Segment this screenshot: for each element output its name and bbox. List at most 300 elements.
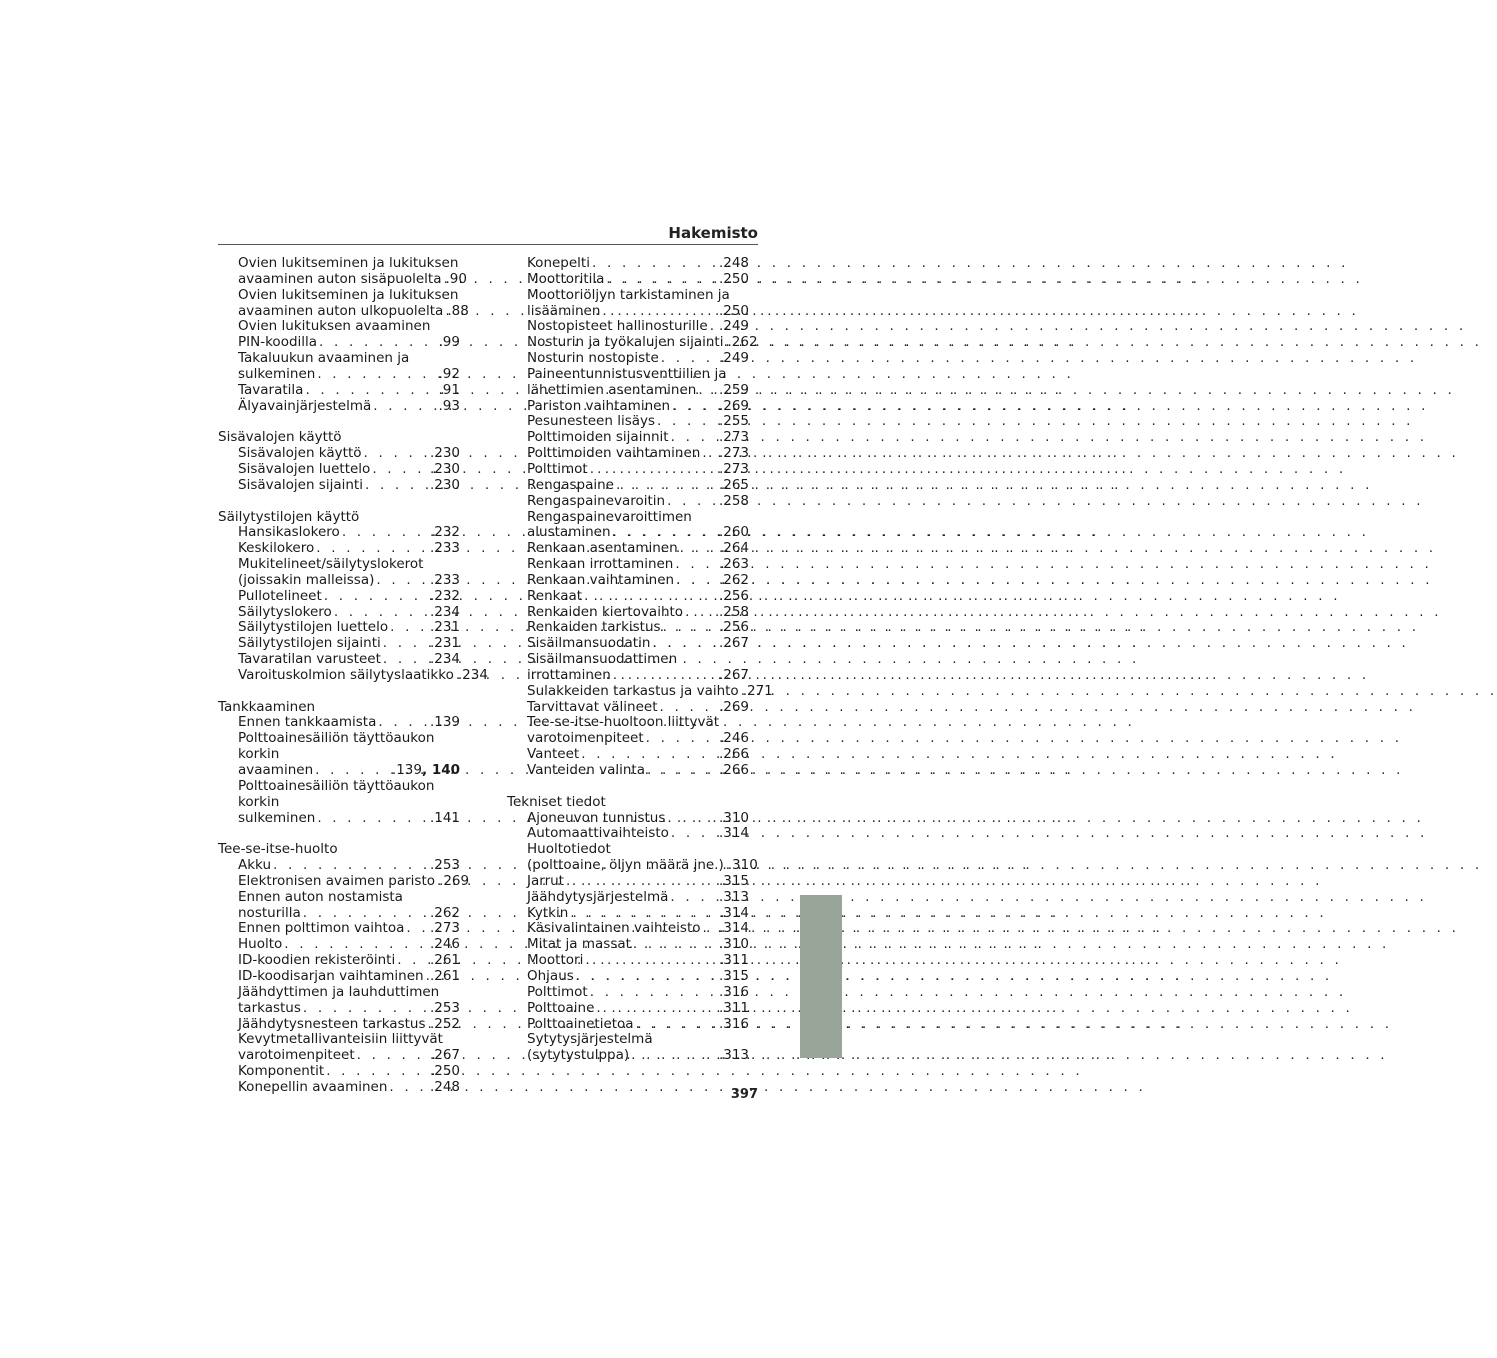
index-entry-label: Ennen tankkaamista [238,714,377,731]
index-entry-line [527,636,749,652]
index-entry [218,890,460,922]
index-entry [218,652,460,668]
page-ref[interactable]: .313 [718,888,749,905]
index-entry [218,462,460,478]
index-entry-line [238,383,460,399]
index-entry-label: tarkastus [238,999,301,1016]
index-entry-line [238,541,460,557]
index-entry-text: Takaluukun avaaminen ja [238,350,410,367]
dot-leader [611,525,719,541]
dot-leader [644,731,719,747]
index-entry-label: Varoituskolmion säilytyslaatikko [238,666,454,683]
dot-leader [669,430,719,446]
index-entry-line [527,763,749,779]
page-ref[interactable]: .262 [718,571,749,588]
index-entry [218,286,469,320]
index-entry-line [238,666,488,684]
index-entry-text: Ovien lukituksen avaaminen [238,318,431,335]
index-entry-label: Nosturin nostopiste [527,350,659,367]
page-ref[interactable]: .246 [718,730,749,747]
page-ref[interactable]: .234 [457,666,488,683]
index-entry [507,478,749,494]
index-entry-line [527,906,749,922]
index-entry [507,573,749,589]
dot-leader [629,1048,719,1064]
dot-leader [645,763,719,779]
dot-leader [374,573,430,589]
index-column-right [507,255,773,1080]
index-entry-line [527,921,749,937]
page-ref[interactable]: .233 [429,571,460,588]
index-entry-label: Vanteiden valinta [527,762,645,778]
dot-leader [696,383,719,399]
index-entry-line [238,636,460,652]
page-number: 397 [730,1087,758,1102]
index-entry-text: Moottoriöljyn tarkistaminen ja [527,286,730,303]
page-ref[interactable]: .310 [718,936,749,953]
index-entry [507,510,749,542]
page-ref[interactable]: .273 [718,460,749,477]
dot-leader [634,1017,719,1033]
index-entry [507,589,749,605]
index-entry [507,367,749,399]
index-heading: Tee-se-itse-huolto [218,841,338,858]
index-entry [507,319,749,335]
dot-leader [588,462,719,478]
dot-leader [313,763,392,779]
dot-leader [583,953,719,969]
page-ref[interactable]: .266 [718,746,749,763]
index-entry [507,874,749,890]
index-entry-line [238,811,460,827]
index-entry-line [238,302,469,320]
page-ref[interactable]: .230 [429,476,460,493]
index-entry-label: Ennen polttimon vaihtoa [238,920,405,937]
index-heading: Sisävalojen käyttö [218,429,342,446]
page-ref[interactable]: .313 [718,1047,749,1064]
dot-leader [659,351,719,367]
index-entry [218,446,460,462]
index-entry [507,841,758,874]
index-entry-label: avaaminen [238,762,314,778]
index-group [507,255,773,779]
index-entry [507,921,749,937]
index-entry-text: Sytytysjärjestelmä [527,1031,653,1048]
index-entry-label: Vanteet [527,746,580,763]
dot-leader [588,985,719,1001]
page-ref[interactable]: .267 [429,1047,460,1064]
dot-leader [395,953,430,969]
page-ref[interactable]: .314 [718,825,749,842]
page-ref[interactable]: .315 [718,967,749,984]
index-entry [507,334,758,351]
index-entry [218,779,460,827]
page-ref[interactable]: .234 [429,651,460,668]
index-entry-label: Renkaat [527,587,583,604]
page-ref[interactable]: .90 [445,270,467,287]
index-entry-label: Renkaan vaihtaminen [527,571,675,588]
page-ref[interactable]: .256 [718,587,749,604]
index-entry-line [238,1048,460,1064]
index-group [218,700,460,827]
index-entry-label: ID-koodisarjan vaihtaminen [238,967,424,984]
index-entry [218,953,460,969]
dot-leader [340,525,430,541]
dot-leader [579,747,719,763]
index-entry-text: Sisäilmansuodattimen [527,651,678,668]
dot-leader [661,620,719,636]
dot-leader [600,304,719,320]
page-ref[interactable]: .231 [429,619,460,636]
index-entry-label: avaaminen auton sisäpuolelta [238,270,442,287]
index-entry [507,937,749,953]
index-entry-label: Nosturin ja työkalujen sijainti [527,334,724,351]
index-entry-label: lisääminen [527,302,601,319]
index-entry [507,826,749,842]
dot-leader [301,1001,430,1017]
page-ref[interactable]: .258 [718,492,749,509]
index-entry-label: Säilytyslokero [238,603,332,620]
page-ref[interactable]: .262 [727,334,758,351]
page-ref[interactable]: .231 [429,635,460,652]
page-ref[interactable]: .249 [718,350,749,367]
index-entry-line [238,921,460,937]
dot-leader [631,937,719,953]
index-entry [218,715,460,731]
index-entry [218,541,460,557]
index-entry-label: Sisäilmansuodatin [527,635,651,652]
page-ref[interactable]: .316 [718,983,749,1000]
index-entry-label: Renkaiden kiertovaihto [527,603,684,620]
index-entry-line [527,304,749,320]
index-entry [507,288,749,320]
page-ref[interactable]: .269 [718,698,749,715]
index-entry-label: Konepelti [527,255,590,271]
index-entry-text: Paineentunnistusventtiilien ja [527,365,727,382]
index-entry-line [527,462,749,478]
index-entry-line [527,334,758,351]
page-ref[interactable]: .314 [718,904,749,921]
index-entry [218,589,460,605]
dot-leader [362,446,430,462]
index-entry-line [238,478,460,494]
index-entry [507,620,749,636]
index-entry [507,906,749,922]
page-ref[interactable]: .256 [718,619,749,636]
page-ref[interactable]: .267 [718,666,749,683]
index-entry-text: Kevytmetallivanteisiin liittyvät [238,1031,443,1048]
index-entry [218,557,460,589]
index-entry-label: Rengaspainevaroitin [527,492,666,509]
index-entry [507,953,749,969]
index-entry [507,811,749,827]
index-entry-label: Sisävalojen käyttö [238,445,362,462]
index-entry-label: Sulakkeiden tarkastus ja vaihto [527,682,739,699]
index-entry-label: Polttoainetietoa [527,1015,634,1032]
page-ref[interactable]: .88 [447,302,469,319]
dot-leader [315,367,438,383]
page-ref[interactable]: .139 [391,762,422,778]
header-rule [218,244,758,245]
index-entry-line [238,715,460,731]
index-entry-line [527,399,749,415]
index-column-left [218,255,488,1112]
index-entry-label: Tarvittavat välineet [527,698,658,715]
index-entry-line [527,890,749,906]
page-ref[interactable]: .273 [718,445,749,462]
page-ref[interactable]: .310 [718,809,749,826]
index-entry-label: Komponentit [238,1063,325,1080]
page-ref[interactable]: .230 [429,445,460,462]
index-entry-line [527,682,773,700]
page-ref[interactable]: .263 [718,556,749,573]
dot-leader [282,937,430,953]
index-entry-label: Tavaratilan varusteet [238,651,381,668]
page-ref[interactable]: .250 [718,270,749,287]
dot-leader [665,494,719,510]
index-entry-line [238,953,460,969]
page-ref[interactable]: .230 [429,460,460,477]
page-ref[interactable]: .261 [429,967,460,984]
index-entry-label: Polttimoiden sijainnit [527,429,669,446]
index-entry-line [527,446,749,462]
page-ref[interactable]: .249 [718,318,749,335]
index-entry-line [527,605,749,621]
page-ref-extra[interactable]: , 140 [421,762,460,778]
index-entry-line [238,1064,460,1080]
index-group [507,793,758,1064]
index-entry-line [527,1001,749,1017]
index-entry-label: varotoimenpiteet [527,730,644,747]
dot-leader [669,826,719,842]
page-ref[interactable]: .315 [718,872,749,889]
index-entry-label: Tavaratila [238,381,304,398]
index-entry-line [527,747,749,763]
page-ref[interactable]: .250 [718,302,749,319]
index-entry-label: Säilytystilojen luettelo [238,619,389,636]
dot-leader [303,383,438,399]
index-entry [507,747,749,763]
page-ref[interactable]: .266 [718,762,749,778]
index-entry-label: PIN-koodilla [238,334,318,351]
dot-leader [674,573,719,589]
index-entry [218,921,460,937]
index-entry-line [238,605,460,621]
index-entry-text: Mukitelineet/säilytyslokerot [238,556,424,573]
index-entry-line [238,969,460,985]
dot-leader [381,652,430,668]
page-ref[interactable]: .269 [718,397,749,414]
page-ref[interactable]: .271 [742,682,773,699]
index-entry-label: Sisävalojen luettelo [238,460,371,477]
index-entry-line [527,478,749,494]
dot-leader [371,399,438,415]
index-entry-line [527,620,749,636]
page-ref[interactable]: .311 [718,952,749,969]
index-entry [507,636,749,652]
index-entry-line [527,811,749,827]
dot-leader [683,605,719,621]
index-entry [218,636,460,652]
page-ref[interactable]: .260 [718,524,749,541]
index-entry [507,700,749,716]
index-heading: Tekniset tiedot [507,793,606,810]
page-ref[interactable]: .316 [718,1015,749,1032]
dot-leader [665,811,719,827]
index-entry-text: Polttoainesäiliön täyttöaukon korkin [238,730,435,763]
page-ref[interactable]: .252 [429,1015,460,1032]
dot-leader [363,478,430,494]
page-ref[interactable]: .261 [429,952,460,969]
page-ref[interactable]: .232 [429,524,460,541]
dot-leader [332,605,430,621]
index-entry-text: Jäähdyttimen ja lauhduttimen [238,983,440,1000]
index-entry-label: Automaattivaihteisto [527,825,669,842]
index-entry [218,937,460,953]
page-ref[interactable]: .255 [718,413,749,430]
index-entry-label: (sytytystulppa) [527,1047,630,1064]
index-entry-text: Ennen auton nostamista [238,888,403,905]
page-ref[interactable]: .93 [438,397,460,414]
index-entry-line [527,494,749,510]
page-ref[interactable]: .273 [718,429,749,446]
index-entry-label: Mitat ja massat [527,936,631,953]
page-ref[interactable]: .248 [429,1078,460,1095]
page-ref[interactable]: .250 [429,1063,460,1080]
page-ref[interactable]: .246 [429,936,460,953]
index-entry-line [527,589,749,605]
page-ref[interactable]: .269 [439,872,470,889]
index-entry-line [238,937,460,953]
index-entry-line [238,858,460,874]
index-entry [218,1017,460,1033]
index-entry-line [527,985,749,1001]
page-ref[interactable]: .91 [438,381,460,398]
page-ref[interactable]: .265 [718,476,749,493]
page-ref[interactable]: .258 [718,603,749,620]
page-ref[interactable]: .311 [718,999,749,1016]
dot-leader [324,1064,430,1080]
index-entry-label: Ohjaus [527,967,574,984]
page-ref[interactable]: .264 [718,540,749,557]
index-entry [218,399,460,415]
page-ref[interactable]: .314 [718,920,749,937]
index-entry-line [527,557,749,573]
index-entry [507,399,749,415]
index-entry-line [238,270,467,288]
page-ref[interactable]: .262 [429,904,460,921]
page-ref[interactable]: .141 [429,809,460,826]
page-ref[interactable]: .253 [429,857,460,874]
dot-leader [582,589,719,605]
index-entry-line [527,826,749,842]
index-entry-label: lähettimien asentaminen [527,381,697,398]
index-entry [507,414,749,430]
dot-leader [658,700,719,716]
index-entry-line [527,383,749,399]
index-entry-line [238,573,460,589]
index-entry-label: Käsivalintainen vaihteisto [527,920,701,937]
index-entry [507,1017,749,1033]
index-entry [507,1001,749,1017]
page-ref[interactable]: .232 [429,587,460,604]
dot-leader [388,620,430,636]
index-entry [218,969,460,985]
index-entry-line [238,906,460,922]
index-entry-line [527,953,749,969]
index-entry-label: (joissakin malleissa) [238,571,375,588]
dot-leader [668,890,719,906]
page-ref[interactable]: .259 [718,381,749,398]
index-entry-line [527,1017,749,1033]
index-entry-line [527,414,749,430]
index-entry-label: Elektronisen avaimen paristo [238,872,436,889]
index-entry-line [238,589,460,605]
index-entry-label: Jarrut [527,872,564,889]
dot-leader [317,335,438,351]
index-heading: Tankkaaminen [218,698,316,715]
index-entry-label: Renkaiden tarkistus [527,619,661,636]
dot-leader [650,636,719,652]
index-entry-line [238,399,460,415]
index-entry-label: Älyavainjärjestelmä [238,397,372,414]
index-entry-text: Polttoainesäiliön täyttöaukon korkin [238,777,435,810]
index-entry-label: Jäähdytysnesteen tarkastus [238,1015,426,1032]
index-entry [218,620,460,636]
index-entry-line [527,541,749,557]
page-ref[interactable]: .139 [429,714,460,731]
index-entry-line [527,937,749,953]
page-ref[interactable]: .273 [429,920,460,937]
page-ref[interactable]: .92 [438,365,460,382]
index-entry-label: ID-koodien rekisteröinti [238,952,396,969]
index-entry [507,969,749,985]
dot-leader [404,921,430,937]
dot-leader [614,478,719,494]
page-ref[interactable]: .310 [727,857,758,874]
index-entry-line [238,763,460,779]
index-entry-line [527,351,749,367]
dot-leader [314,541,430,557]
index-entry-label: nosturilla [238,904,301,921]
dot-leader [381,636,430,652]
index-entry-line [527,969,749,985]
page-ref[interactable]: .233 [429,540,460,557]
index-entry-line [527,319,749,335]
index-entry [218,255,467,288]
page-ref[interactable]: .267 [718,635,749,652]
page-ref[interactable]: .99 [438,334,460,351]
index-heading: Säilytystilojen käyttö [218,508,360,525]
dot-leader [315,811,430,827]
index-entry-line [527,874,749,890]
index-entry [507,256,749,272]
page-ref[interactable]: .248 [718,255,749,271]
dot-leader [594,1001,719,1017]
dot-leader [271,858,430,874]
index-entry [507,985,749,1001]
dot-leader [700,446,719,462]
page-ref[interactable]: .234 [429,603,460,620]
page-ref[interactable]: .253 [429,999,460,1016]
index-entry-label: Akku [238,857,272,874]
index-group [218,841,470,1096]
index-entry-text: Rengaspainevaroittimen [527,508,692,525]
index-entry-line [527,731,749,747]
index-entry-line [527,668,749,684]
index-entry [218,478,460,494]
index-entry-label: Moottoritila [527,270,605,287]
